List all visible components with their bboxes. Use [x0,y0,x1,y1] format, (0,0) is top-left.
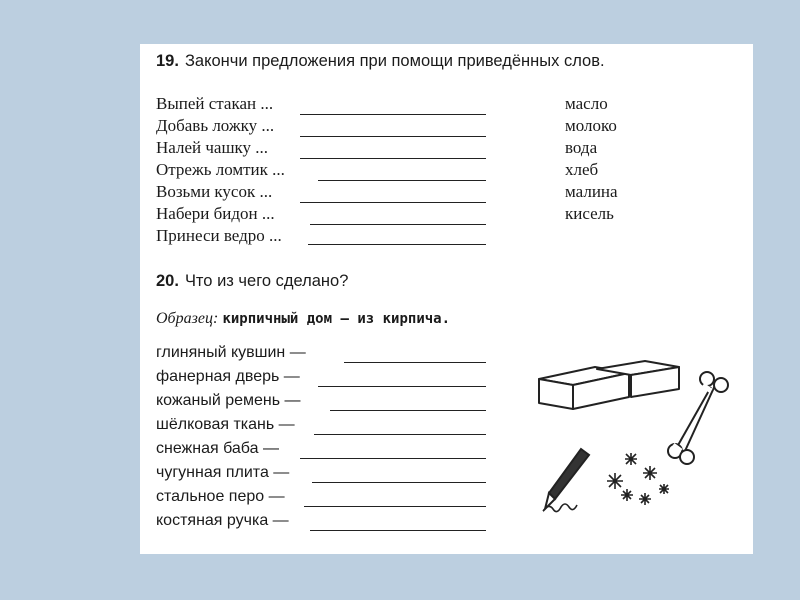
word-option: хлеб [565,160,599,179]
exercise-20-number: 20. [156,272,179,290]
material-row [156,368,300,386]
answer-blank[interactable] [310,530,486,531]
answer-blank[interactable] [310,224,486,225]
word-option: молоко [565,116,617,135]
material-text: фанерная дверь — [156,368,300,385]
bricks-icon [539,361,679,409]
answer-blank[interactable] [308,244,486,245]
material-text: кожаный ремень — [156,392,301,409]
material-text: снежная баба — [156,440,279,457]
material-row [156,344,306,362]
material-row [156,392,301,410]
material-text: стальное перо — [156,488,285,505]
sentence-row [156,160,285,182]
sentence-text: Добавь ложку ... [156,116,275,135]
sample-line [156,310,450,328]
materials-illustration [535,349,745,529]
sentence-text: Выпей стакан ... [156,94,274,113]
answer-blank[interactable] [300,458,486,459]
sentence-text: Возьми кусок ... [156,182,273,201]
sentence-text: Отрежь ломтик ... [156,160,285,179]
exercise-20-question: Что из чего сделано? [184,272,349,290]
answer-blank[interactable] [304,506,486,507]
material-row [156,440,279,458]
answer-blank[interactable] [300,114,486,115]
word-option: масло [565,94,608,113]
material-text: глиняный кувшин — [156,344,306,361]
exercise-19-title [156,52,605,71]
word-option: вода [565,138,598,157]
material-row [156,416,295,434]
answer-blank[interactable] [344,362,486,363]
material-text: чугунная плита — [156,464,290,481]
sentence-row [156,94,273,116]
sentence-row [156,204,275,226]
exercise-19-instruction: Закончи предложения при помощи приведённых слов. [184,52,605,70]
word-option: кисель [565,204,614,223]
exercise-19-number: 19. [156,52,179,70]
answer-blank[interactable] [312,482,486,483]
answer-blank[interactable] [330,410,486,411]
sentence-row [156,226,282,248]
answer-blank[interactable] [300,202,486,203]
answer-blank[interactable] [314,434,486,435]
answer-blank[interactable] [300,136,486,137]
material-row [156,464,289,482]
answer-blank[interactable] [318,180,486,181]
sample-label: Образец: [156,310,219,327]
word-option: малина [565,182,618,201]
exercise-20-title [156,272,348,291]
answer-blank[interactable] [300,158,486,159]
material-text: костяная ручка — [156,512,289,529]
material-text: шёлковая ткань — [156,416,295,433]
material-row [156,512,289,530]
sentence-row [156,138,268,160]
sample-text: кирпичный дом — из кирпича. [222,311,451,327]
material-row [156,488,285,506]
pen-icon [543,449,589,512]
worksheet-page [140,44,753,554]
sentence-text: Принеси ведро ... [156,226,282,245]
sentence-text: Набери бидон ... [156,204,275,223]
sentence-row [156,182,272,204]
sentence-row [156,116,274,138]
answer-blank[interactable] [318,386,486,387]
snowflakes-icon [607,453,669,505]
sentence-text: Налей чашку ... [156,138,269,157]
